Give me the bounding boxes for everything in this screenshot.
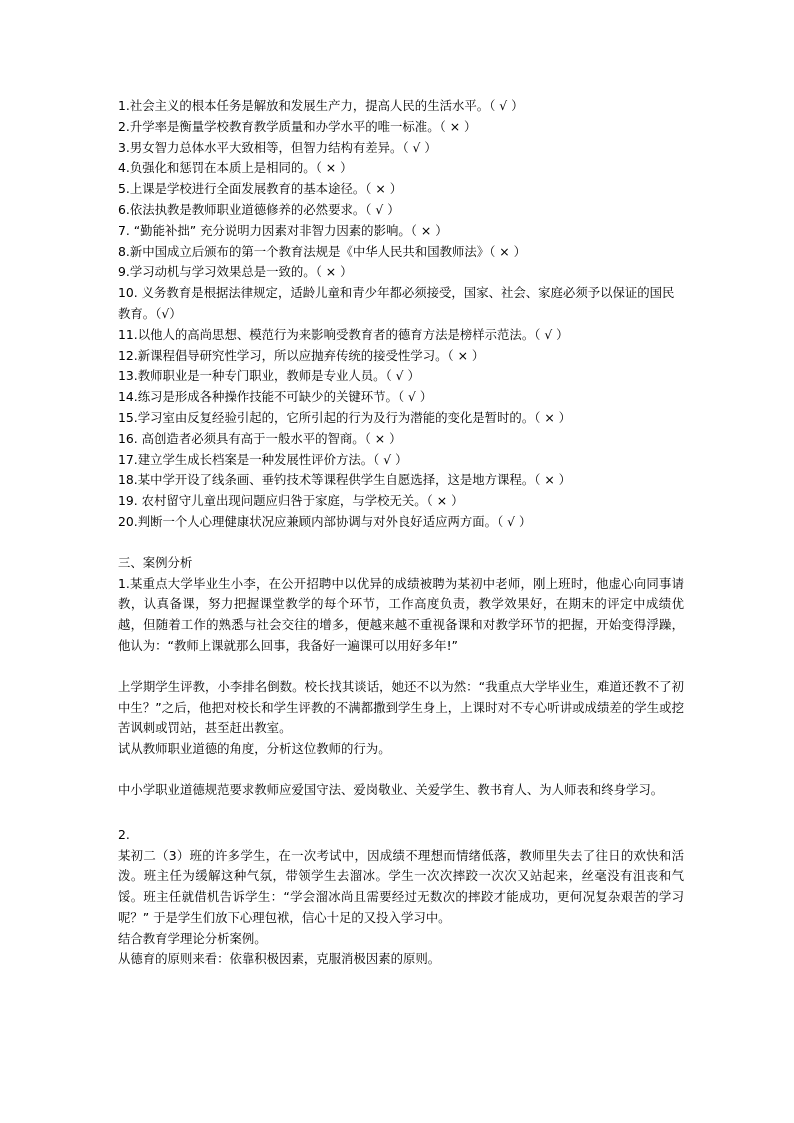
question-12: 12.新课程倡导研究性学习，所以应抛弃传统的接受性学习。（ × ） bbox=[118, 347, 485, 363]
section-heading-case-analysis: 三、案例分析 bbox=[118, 554, 193, 570]
question-20: 20.判断一个人心理健康状况应兼顾内部协调与对外良好适应两方面。（ √ ） bbox=[118, 513, 532, 529]
question-6: 6.依法执教是教师职业道德修养的必然要求。（ √ ） bbox=[118, 201, 400, 217]
question-13: 13.教师职业是一种专门职业，教师是专业人员。（ √ ） bbox=[118, 368, 420, 384]
question-16: 16. 高创造者必须具有高于一般水平的智商。（ × ） bbox=[118, 430, 402, 446]
case-1-paragraph-1: 1.某重点大学毕业生小李，在公开招聘中以优异的成绩被聘为某初中老师，刚上班时，他虚心向同事请教，认真备课，努力把握课堂教学的每个环节，工作高度负责，教学效果好，在期末的评定中成绩优越，但随着工作的熟悉与社会交往的增多，便越来越不重视备课和对教学环节的把握，开始变得浮躁，他认为：“教师上课就那么回事，我备好一遍课可以用好多年!” bbox=[118, 575, 684, 653]
question-14: 14.练习是形成各种操作技能不可缺少的关键环节。（ √ ） bbox=[118, 389, 433, 405]
question-11: 11.以他人的高尚思想、模范行为来影响受教育者的德育方法是榜样示范法。（ √ ） bbox=[118, 326, 569, 342]
question-8: 8.新中国成立后颁布的第一个教育法规是《中华人民共和国教师法》（ × ） bbox=[118, 243, 526, 259]
case-2-question: 结合教育学理论分析案例。 bbox=[118, 930, 267, 946]
case-2-answer: 从德育的原则来看：依靠积极因素，克服消极因素的原则。 bbox=[118, 951, 441, 967]
question-2: 2.升学率是衡量学校教育教学质量和办学水平的唯一标准。（ × ） bbox=[118, 118, 477, 134]
case-1-paragraph-2: 上学期学生评教，小李排名倒数。校长找其谈话，她还不以为然：“我重点大学毕业生，难道还教不了初中生？”之后，他把对校长和学生评教的不满都撒到学生身上，上课时对不专心听讲或成绩差的学生或挖苦讽刺或罚站，甚至赶出教室。 bbox=[118, 678, 684, 736]
question-5: 5.上课是学校进行全面发展教育的基本途径。（ × ） bbox=[118, 181, 403, 197]
question-17: 17.建立学生成长档案是一种发展性评价方法。（ √ ） bbox=[118, 451, 408, 467]
question-19: 19. 农村留守儿童出现问题应归咎于家庭，与学校无关。（ × ） bbox=[118, 493, 464, 509]
question-9: 9.学习动机与学习效果总是一致的。（ × ） bbox=[118, 264, 353, 280]
question-15: 15.学习室由反复经验引起的，它所引起的行为及行为潜能的变化是暂时的。（ × ） bbox=[118, 409, 572, 425]
question-4: 4.负强化和惩罚在本质上是相同的。（ × ） bbox=[118, 160, 353, 176]
true-false-question-list bbox=[118, 96, 684, 533]
case-1-answer: 中小学职业道德规范要求教师应爱国守法、爱岗敬业、关爱学生、教书育人、为人师表和终身学习。 bbox=[118, 781, 664, 797]
question-18: 18.某中学开设了线条画、垂钓技术等课程供学生自愿选择，这是地方课程。（ × ） bbox=[118, 472, 572, 488]
case-1-question: 试从教师职业道德的角度，分析这位教师的行为。 bbox=[118, 741, 391, 757]
question-1: 1.社会主义的根本任务是解放和发展生产力，提高人民的生活水平。（ √ ） bbox=[118, 98, 524, 113]
question-10: 10. 义务教育是根据法律规定，适龄儿童和青少年都必须接受，国家、社会、家庭必须予以保证的国民教育。（√） bbox=[118, 285, 675, 321]
case-2-paragraph: 某初二（3）班的许多学生，在一次考试中，因成绩不理想而情绪低落，教师里失去了往日的欢快和活泼。班主任为缓解这种气氛，带领学生去溜冰。学生一次次摔跤一次次又站起来，丝毫没有沮丧和气馁。班主任就借机告诉学生：“学会溜冰尚且需要经过无数次的摔跤才能成功，更何况复杂艰苦的学习呢？” 于是学生们放下心理包袱，信心十足的又投入学习中。 bbox=[118, 847, 684, 925]
question-7: 7. “勤能补拙” 充分说明力因素对非智力因素的影响。（ × ） bbox=[118, 222, 448, 238]
question-3: 3.男女智力总体水平大致相等，但智力结构有差异。（ √ ） bbox=[118, 139, 437, 155]
case-2-number: 2. bbox=[118, 826, 130, 842]
